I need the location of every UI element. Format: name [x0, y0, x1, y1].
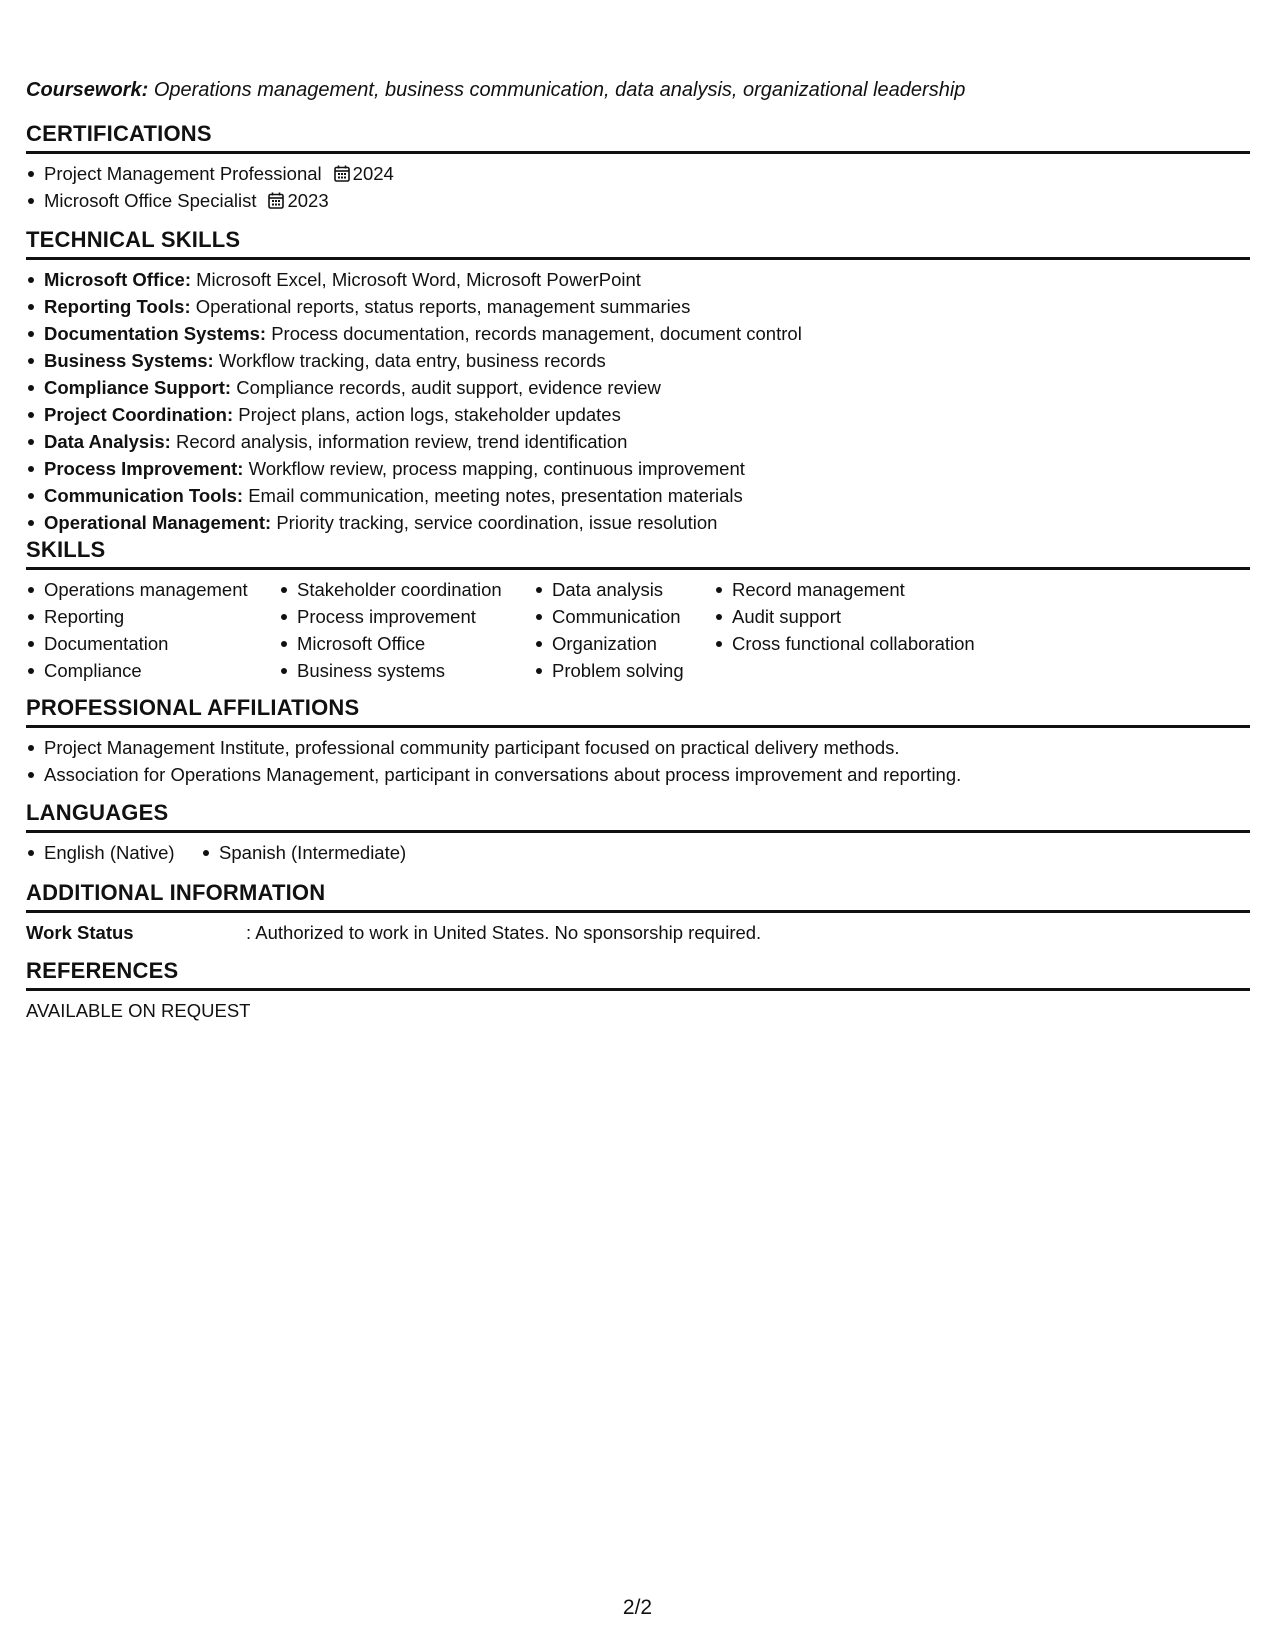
section-divider	[26, 988, 1250, 991]
section-divider	[26, 257, 1250, 260]
certification-item	[26, 187, 1250, 214]
languages-heading: LANGUAGES	[26, 800, 169, 825]
languages-list	[26, 839, 1250, 866]
technical-skill-item	[26, 401, 1250, 428]
section-divider	[26, 725, 1250, 728]
technical-skill-item	[26, 320, 1250, 347]
certifications-heading: CERTIFICATIONS	[26, 121, 212, 146]
technical-skill-item	[26, 293, 1250, 320]
section-divider	[26, 567, 1250, 570]
affiliations-section	[26, 695, 1250, 788]
technical-skills-list	[26, 266, 1250, 536]
work-status-value: : Authorized to work in United States. No sponsorship required.	[246, 922, 762, 943]
technical-skill-value: Microsoft Excel, Microsoft Word, Microsoft PowerPoint	[196, 269, 641, 290]
skills-column	[714, 576, 1014, 684]
coursework-label: Coursework:	[26, 79, 149, 101]
technical-skill-label: Operational Management:	[44, 512, 272, 533]
affiliation-item: Project Management Institute, professional community participant focused on practical delivery methods.	[26, 734, 1250, 761]
additional-information-heading: ADDITIONAL INFORMATION	[26, 880, 326, 905]
technical-skill-label: Process Improvement:	[44, 458, 244, 479]
skill-item: Data analysis	[534, 576, 714, 603]
calendar-icon	[334, 165, 350, 182]
technical-skills-section	[26, 227, 1250, 536]
coursework-text: Operations management, business communication, data analysis, organizational leadership	[153, 79, 966, 101]
skill-item: Stakeholder coordination	[279, 576, 534, 603]
technical-skill-item	[26, 482, 1250, 509]
technical-skill-value: Compliance records, audit support, evidence review	[236, 377, 661, 398]
affiliation-item: Association for Operations Management, participant in conversations about process improvement and reporting.	[26, 761, 1250, 788]
technical-skill-value: Priority tracking, service coordination, issue resolution	[276, 512, 718, 533]
skill-item: Reporting	[26, 603, 279, 630]
skill-item: Microsoft Office	[279, 630, 534, 657]
certifications-list	[26, 160, 1250, 214]
certifications-section	[26, 121, 1250, 214]
technical-skill-label: Reporting Tools:	[44, 296, 191, 317]
technical-skill-label: Documentation Systems:	[44, 323, 267, 344]
technical-skill-item	[26, 347, 1250, 374]
additional-information-section	[26, 880, 1250, 946]
language-item: Spanish (Intermediate)	[201, 839, 406, 866]
coursework-line	[26, 79, 965, 102]
technical-skill-item	[26, 428, 1250, 455]
references-heading: REFERENCES	[26, 958, 179, 983]
languages-section	[26, 800, 1250, 866]
technical-skill-item	[26, 509, 1250, 536]
technical-skill-item	[26, 374, 1250, 401]
technical-skill-item	[26, 266, 1250, 293]
affiliations-list	[26, 734, 1250, 788]
skill-item: Business systems	[279, 657, 534, 684]
technical-skill-value: Workflow tracking, data entry, business records	[218, 350, 606, 371]
technical-skill-label: Data Analysis:	[44, 431, 171, 452]
skill-item: Communication	[534, 603, 714, 630]
technical-skill-label: Compliance Support:	[44, 377, 232, 398]
technical-skill-label: Project Coordination:	[44, 404, 234, 425]
skills-column	[534, 576, 714, 684]
skill-item: Compliance	[26, 657, 279, 684]
section-divider	[26, 151, 1250, 154]
skills-section	[26, 537, 1250, 684]
skills-grid	[26, 576, 1250, 684]
technical-skills-heading: TECHNICAL SKILLS	[26, 227, 241, 252]
technical-skill-value: Email communication, meeting notes, presentation materials	[248, 485, 743, 506]
certification-year: 2024	[352, 163, 394, 184]
section-divider	[26, 830, 1250, 833]
certification-item	[26, 160, 1250, 187]
work-status-label: Work Status	[26, 922, 134, 943]
skills-heading: SKILLS	[26, 537, 106, 562]
technical-skill-label: Business Systems:	[44, 350, 214, 371]
technical-skill-item	[26, 455, 1250, 482]
skill-item: Cross functional collaboration	[714, 630, 1014, 657]
skill-item: Record management	[714, 576, 1014, 603]
technical-skill-value: Workflow review, process mapping, continuous improvement	[248, 458, 745, 479]
technical-skill-value: Project plans, action logs, stakeholder updates	[238, 404, 621, 425]
certification-name: Project Management Professional	[44, 163, 322, 184]
certification-name: Microsoft Office Specialist	[44, 190, 257, 211]
skill-item: Problem solving	[534, 657, 714, 684]
technical-skill-label: Communication Tools:	[44, 485, 244, 506]
skills-column	[26, 576, 279, 684]
references-section	[26, 958, 1250, 1024]
references-text: AVAILABLE ON REQUEST	[26, 1000, 251, 1021]
technical-skill-label: Microsoft Office:	[44, 269, 191, 290]
skill-item: Process improvement	[279, 603, 534, 630]
affiliations-heading: PROFESSIONAL AFFILIATIONS	[26, 695, 360, 720]
work-status-row	[26, 919, 1250, 946]
technical-skill-value: Record analysis, information review, trend identification	[175, 431, 628, 452]
technical-skill-value: Operational reports, status reports, management summaries	[195, 296, 691, 317]
calendar-icon	[268, 192, 284, 209]
skill-item: Documentation	[26, 630, 279, 657]
skill-item: Audit support	[714, 603, 1014, 630]
section-divider	[26, 910, 1250, 913]
technical-skill-value: Process documentation, records management, document control	[271, 323, 802, 344]
certification-year: 2023	[287, 190, 329, 211]
skills-column	[279, 576, 534, 684]
language-item: English (Native)	[26, 839, 175, 866]
page-number: 2/2	[622, 1596, 653, 1619]
skill-item: Organization	[534, 630, 714, 657]
skill-item: Operations management	[26, 576, 279, 603]
